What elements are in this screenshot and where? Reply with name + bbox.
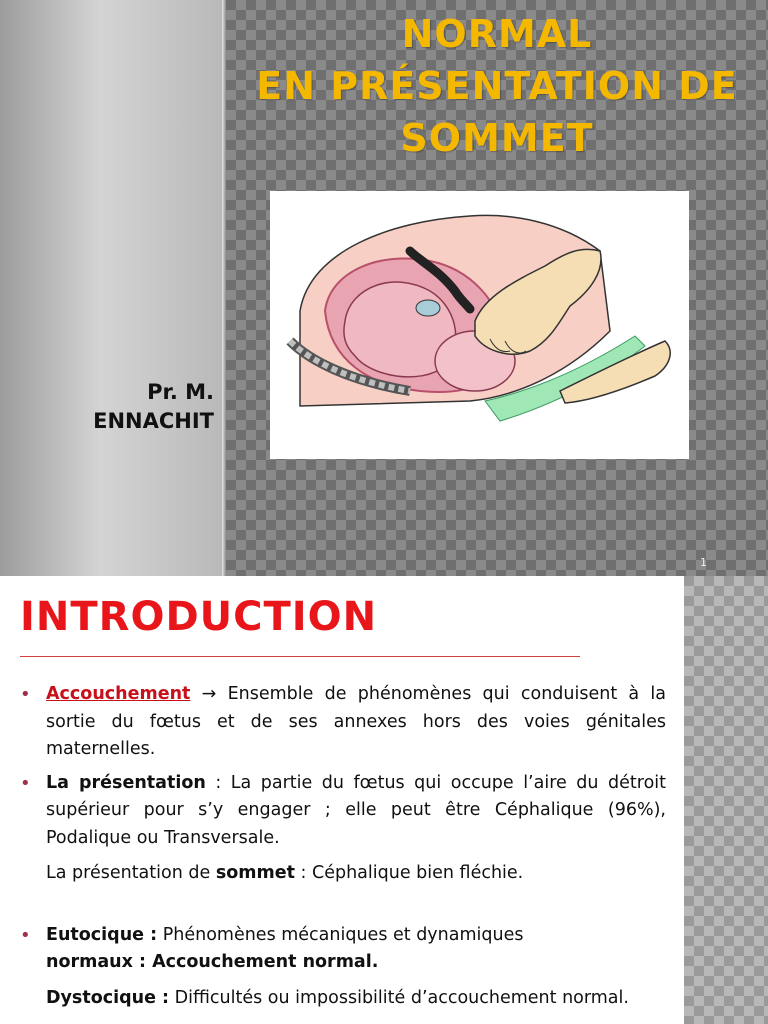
presentation-term: La présentation [46,772,206,793]
accouchement-link[interactable]: Accouchement [46,684,191,704]
arrow-glyph: → [201,684,217,704]
patterned-strip [684,576,768,1024]
bullet-dot-icon: • [20,772,31,794]
author-line-1: Pr. M. [147,380,214,404]
title-line-1: NORMAL [401,12,593,56]
slide-title [226,8,768,164]
presentation-definition: : La partie du fœtus qui occupe l’aire du détroit supérieur pour s’y engager ; elle peut être Céphalique (96%), Podalique ou Transversale. [46,772,667,848]
bullet-presentation [18,770,666,853]
sommet-post: : Céphalique bien fléchie. [294,863,524,883]
accouchement-definition: Ensemble de phénomènes qui conduisent à la sortie du fœtus et de ses annexes hors des voies génitales maternelles. [46,684,666,759]
slide-heading: INTRODUCTION [20,594,378,640]
sommet-pre: La présentation de [46,863,216,883]
title-line-2: EN PRÉSENTATION DE [256,64,738,108]
sommet-paragraph [18,860,666,888]
eutocique-line2: normaux : Accouchement normal. [46,952,379,972]
page-number: 1 [700,556,707,569]
sommet-term: sommet [215,863,295,883]
bullet-eutocique [18,922,666,977]
dystocique-paragraph [18,985,666,1013]
slide-body [18,681,666,1012]
delivery-diagram-svg [270,191,689,459]
dystocique-definition: Difficultés ou impossibilité d’accouchement normal. [169,987,629,1008]
bullet-dot-icon: • [20,684,31,705]
eutocique-definition: Phénomènes mécaniques et dynamiques [157,924,524,945]
left-gradient-panel [0,0,222,576]
author [40,378,214,436]
title-line-3: SOMMET [400,116,594,160]
bullet-dot-icon: • [20,924,31,946]
author-line-2: ENNACHIT [93,409,214,433]
heading-divider [20,656,580,657]
dystocique-term: Dystocique : [46,987,170,1008]
eutocique-term: Eutocique : [46,924,158,945]
childbirth-illustration [270,191,689,459]
introduction-slide [0,576,768,1024]
bullet-accouchement [18,681,666,764]
